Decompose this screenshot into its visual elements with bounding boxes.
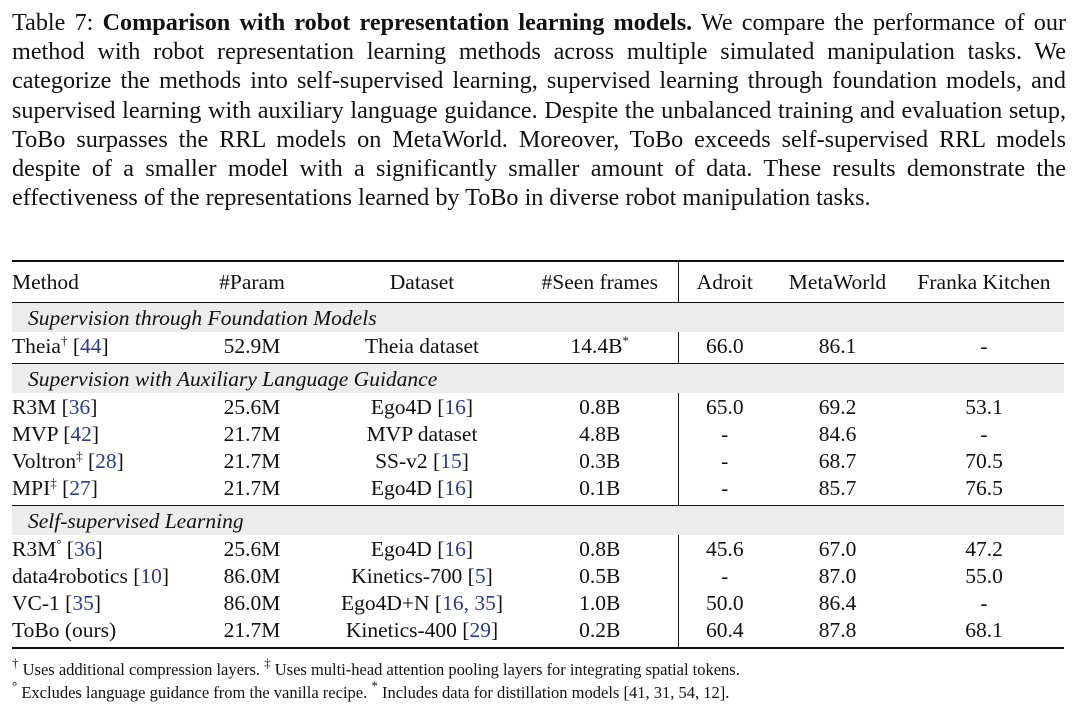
citation-link[interactable]: 42 xyxy=(70,421,92,446)
cell-metaworld: 87.8 xyxy=(818,617,857,642)
citation-link[interactable]: 28 xyxy=(95,448,117,473)
footnote-line-1 xyxy=(12,655,1064,681)
cell-adroit: - xyxy=(721,448,729,473)
citation-link[interactable]: 5 xyxy=(474,563,486,588)
dataset-name: Kinetics-400 xyxy=(345,617,457,642)
dataset-name: Kinetics-700 xyxy=(351,563,463,588)
frames-value: 0.8B xyxy=(579,394,621,419)
cell-seen-frames xyxy=(522,474,678,506)
table-row xyxy=(12,535,1064,562)
cell-franka-kitchen: - xyxy=(980,333,988,358)
cell-method: data4robotics [10] xyxy=(12,563,170,588)
method-footnote-mark: ‡ xyxy=(76,447,83,463)
cell-param: 25.6M xyxy=(223,536,281,561)
cell-metaworld: 84.6 xyxy=(818,421,857,446)
cell-dataset: Ego4D [16] xyxy=(370,536,474,561)
cell-dataset: Ego4D [16] xyxy=(370,394,474,419)
cell-adroit: - xyxy=(721,563,729,588)
table-row xyxy=(12,393,1064,420)
section-title: Self-supervised Learning xyxy=(12,506,1064,536)
cell-metaworld: 87.0 xyxy=(818,563,857,588)
dataset-name: Ego4D xyxy=(370,475,432,500)
cell-param: 25.6M xyxy=(223,394,281,419)
method-name: data4robotics xyxy=(12,563,128,588)
table-caption xyxy=(12,8,1066,212)
cell-adroit: - xyxy=(721,421,729,446)
cell-seen-frames xyxy=(522,562,678,589)
footnote-text: Excludes language guidance from the vanilla recipe. xyxy=(21,683,368,702)
cell-adroit: 50.0 xyxy=(705,590,744,615)
cell-adroit: 60.4 xyxy=(705,617,744,642)
cell-dataset xyxy=(322,332,522,364)
frames-footnote-mark: * xyxy=(622,332,629,348)
cell-param: 21.7M xyxy=(223,448,281,473)
table-row xyxy=(12,447,1064,474)
cell-param: 52.9M xyxy=(223,333,281,358)
method-name: R3M xyxy=(12,394,57,419)
citation-link[interactable]: 15 xyxy=(440,448,462,473)
header-adroit: Adroit xyxy=(696,270,753,294)
section-title: Supervision with Auxiliary Language Guidance xyxy=(12,364,1064,394)
cell-franka-kitchen: - xyxy=(980,590,988,615)
cell-method: Theia† [44] xyxy=(12,332,109,358)
footnote-mark: † xyxy=(12,655,19,670)
method-footnote-mark: ° xyxy=(56,535,62,551)
cell-metaworld: 86.4 xyxy=(818,590,857,615)
cell-franka-kitchen: 70.5 xyxy=(965,448,1003,473)
table-row xyxy=(12,562,1064,589)
cell-metaworld: 68.7 xyxy=(818,448,857,473)
header-seen-frames: #Seen frames xyxy=(522,261,678,303)
table-row xyxy=(12,474,1064,506)
citation-link[interactable]: 27 xyxy=(69,475,91,500)
cell-seen-frames xyxy=(522,393,678,420)
table-row xyxy=(12,589,1064,616)
method-name: MPI xyxy=(12,475,51,500)
method-name: VC-1 xyxy=(12,590,60,615)
method-name: Theia xyxy=(12,333,61,358)
cell-dataset: Kinetics-400 [29] xyxy=(345,617,499,642)
cell-metaworld: 85.7 xyxy=(818,475,857,500)
cell-method: VC-1 [35] xyxy=(12,590,101,615)
cell-dataset: Ego4D+N [16, 35] xyxy=(340,590,504,615)
dataset-name: SS-v2 xyxy=(375,448,428,473)
section-header-row xyxy=(12,364,1064,394)
frames-value: 0.1B xyxy=(579,475,621,500)
cell-franka-kitchen: 47.2 xyxy=(965,536,1003,561)
cell-dataset: Kinetics-700 [5] xyxy=(351,563,493,588)
cell-method xyxy=(12,616,182,648)
cell-metaworld: 86.1 xyxy=(818,333,857,358)
dataset-name: MVP dataset xyxy=(366,421,478,446)
cell-franka-kitchen: - xyxy=(980,421,988,446)
footnote-text: Uses additional compression layers. xyxy=(22,660,260,679)
cell-dataset: SS-v2 [15] xyxy=(375,448,469,473)
cell-franka-kitchen: 55.0 xyxy=(965,563,1003,588)
citation-link[interactable]: 16, 35 xyxy=(442,590,496,615)
header-franka-kitchen: Franka Kitchen xyxy=(917,270,1051,294)
cell-seen-frames xyxy=(522,420,678,447)
footnote-text: Uses multi-head attention pooling layers for integrating spatial tokens. xyxy=(274,660,740,679)
frames-value: 0.3B xyxy=(579,448,621,473)
method-name: ToBo (ours) xyxy=(12,617,117,642)
section-header-row xyxy=(12,303,1064,333)
cell-method: MPI‡ [27] xyxy=(12,474,98,500)
cell-adroit: - xyxy=(721,475,729,500)
comparison-table xyxy=(12,260,1064,649)
method-name: Voltron xyxy=(12,448,77,473)
citation-link[interactable]: 16 xyxy=(444,536,466,561)
cell-franka-kitchen: 68.1 xyxy=(965,617,1003,642)
header-method: Method xyxy=(12,270,79,294)
section-title: Supervision through Foundation Models xyxy=(12,303,1064,333)
cell-dataset: Ego4D [16] xyxy=(370,475,474,500)
frames-value: 0.5B xyxy=(579,563,621,588)
frames-value: 14.4B xyxy=(570,333,623,358)
dataset-name: Ego4D+N xyxy=(340,590,430,615)
cell-param: 21.7M xyxy=(223,617,281,642)
frames-value: 1.0B xyxy=(579,590,621,615)
cell-seen-frames xyxy=(522,447,678,474)
citation-link[interactable]: 35 xyxy=(72,590,94,615)
table-row xyxy=(12,332,1064,364)
footnote-line-2 xyxy=(12,678,1064,704)
cell-method: R3M [36] xyxy=(12,394,98,419)
frames-value: 0.2B xyxy=(579,617,621,642)
method-name: MVP xyxy=(12,421,58,446)
table-row xyxy=(12,420,1064,447)
cell-param: 86.0M xyxy=(223,563,281,588)
citation-link[interactable]: 16 xyxy=(444,475,466,500)
dataset-name: Ego4D xyxy=(370,394,432,419)
cell-seen-frames xyxy=(522,332,678,364)
cell-method: MVP [42] xyxy=(12,421,100,446)
cell-seen-frames xyxy=(522,535,678,562)
cell-method: R3M° [36] xyxy=(12,535,103,561)
caption-label: Table 7: xyxy=(12,9,94,36)
frames-value: 0.8B xyxy=(579,536,621,561)
cell-dataset xyxy=(322,420,522,447)
citation-link[interactable]: 10 xyxy=(140,563,162,588)
cell-adroit: 65.0 xyxy=(705,394,744,419)
citation-link[interactable]: 29 xyxy=(469,617,491,642)
cell-seen-frames xyxy=(522,589,678,616)
citation-link[interactable]: 36 xyxy=(68,394,91,419)
cell-param: 86.0M xyxy=(223,590,281,615)
caption-title: Comparison with robot representation learning models. xyxy=(102,9,693,36)
frames-value: 4.8B xyxy=(579,421,621,446)
cell-metaworld: 67.0 xyxy=(818,536,857,561)
header-dataset: Dataset xyxy=(389,270,455,294)
cell-seen-frames xyxy=(522,616,678,648)
citation-link[interactable]: 36 xyxy=(73,536,96,561)
method-footnote-mark: † xyxy=(60,332,68,348)
table-header-row xyxy=(12,261,1064,303)
footnotes xyxy=(12,655,1064,704)
cell-metaworld: 69.2 xyxy=(818,394,857,419)
cell-method: Voltron‡ [28] xyxy=(12,447,124,473)
cell-franka-kitchen: 53.1 xyxy=(965,394,1003,419)
caption-body: We compare the performance of our method with robot representation learning methods across multiple simulated manipulation tasks. We categorize the methods into self-supervised learning, supervised learning through foundation models, and supervised learning with auxiliary language guidance. Despite the unbalanced training and evaluation setup, ToBo surpasses the RRL models on MetaWorld. Moreover, ToBo exceeds self-supervised RRL models despite of a smaller model with a significantly smaller amount of data. These results demonstrate the effectiveness of the representations learned by ToBo in diverse robot manipulation tasks. xyxy=(12,9,1066,212)
table-row xyxy=(12,616,1064,648)
cell-adroit: 66.0 xyxy=(705,333,744,358)
cell-param: 21.7M xyxy=(223,421,281,446)
dataset-name: Ego4D xyxy=(370,536,432,561)
method-name: R3M xyxy=(12,536,57,561)
comparison-table-container xyxy=(12,260,1064,649)
footnote-mark: * xyxy=(371,678,378,693)
method-footnote-mark: ‡ xyxy=(50,474,57,490)
cell-franka-kitchen: 76.5 xyxy=(965,475,1003,500)
header-param: #Param xyxy=(219,270,285,294)
dataset-name: Theia dataset xyxy=(364,333,479,358)
section-header-row xyxy=(12,506,1064,536)
cell-param: 21.7M xyxy=(223,475,281,500)
cell-adroit: 45.6 xyxy=(705,536,744,561)
citation-link[interactable]: 16 xyxy=(444,394,466,419)
table-body xyxy=(12,303,1064,649)
footnote-mark: ° xyxy=(12,678,18,693)
footnote-mark: ‡ xyxy=(264,655,271,670)
header-metaworld: MetaWorld xyxy=(788,270,887,294)
citation-link[interactable]: 44 xyxy=(80,333,102,358)
footnote-text: Includes data for distillation models [41, 31, 54, 12]. xyxy=(381,683,730,702)
